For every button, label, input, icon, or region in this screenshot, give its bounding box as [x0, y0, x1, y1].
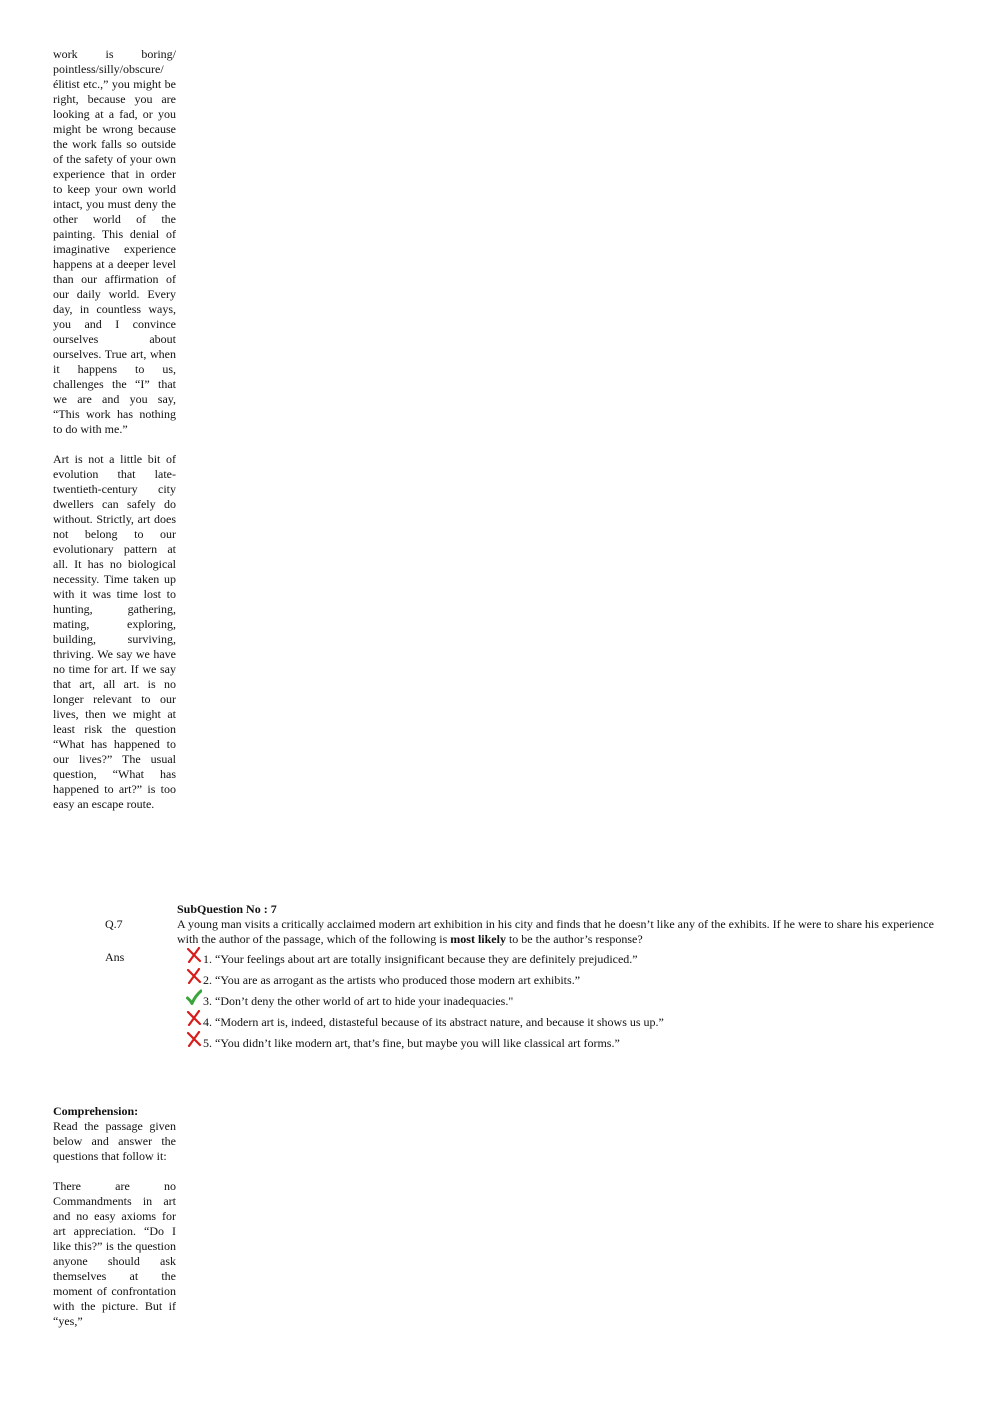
answer-option: [186, 1009, 664, 1030]
option-text: 5. “You didn’t like modern art, that’s fine, but maybe you will like classical art forms.”: [203, 1036, 620, 1050]
question-text-part: to be the author’s response?: [505, 932, 643, 946]
comprehension-heading: Comprehension:: [53, 1104, 139, 1118]
passage-paragraph: There are no Commandments in art and no easy axioms for art appreciation. “Do I like this?” is the question anyone should ask themselves at the moment of confrontation with the picture. But if “yes,”: [53, 1179, 176, 1328]
question-text-emphasis: most likely: [450, 932, 506, 946]
passage-paragraph: Art is not a little bit of evolution that late-twentieth-century city dwellers can safely do without. Strictly, art does not belong to our evolutionary pattern at all. It has no biological necessity. Time taken up with it was time lost to hunting, gathering, mating, exploring, building, surviving, thriving. We say we have no time for art. If we say that art, all art. is no longer relevant to our lives, then we might at least risk the question “What has happened to our lives?” The usual question, “What has happened to art?” is too easy an escape route.: [53, 452, 176, 811]
passage-column-top: [53, 47, 176, 812]
check-icon: [186, 989, 202, 1005]
question-text-part: A young man visits a critically acclaimed modern art exhibition in his city and finds that he doesn’t like any of the exhibits. If he were to share his experience with the author of the passage, which of the following is: [177, 917, 934, 946]
option-text: 1. “Your feelings about art are totally insignificant because they are definitely prejudiced.”: [203, 952, 638, 966]
answer-option: [186, 967, 664, 988]
option-text: 3. “Don’t deny the other world of art to hide your inadequacies.": [203, 994, 514, 1008]
cross-icon: [186, 1031, 202, 1047]
comprehension-instruction: Read the passage given below and answer the questions that follow it:: [53, 1119, 176, 1163]
comprehension-intro: [53, 1104, 176, 1164]
passage-paragraph: work is boring/ pointless/silly/obscure/ élitist etc.,” you might be right, because you are looking at a fad, or you might be wrong because the work falls so outside of the safety of your own experience that in order to keep your own world intact, you must deny the other world of the painting. This denial of imaginative experience happens at a deeper level than our affirmation of our daily world. Every day, in countless ways, you and I convince ourselves about ourselves. True art, when it happens to us, challenges the “I” that we are and you say, “This work has nothing to do with me.”: [53, 47, 176, 436]
answer-option: [186, 1030, 664, 1051]
answer-option: [186, 988, 664, 1009]
cross-icon: [186, 1010, 202, 1026]
answer-label: Ans: [105, 950, 125, 964]
question-text: [177, 917, 947, 947]
passage-column-bottom: [53, 1104, 176, 1329]
answer-options: [186, 946, 664, 1051]
question-number: Q.7: [105, 917, 123, 931]
option-text: 2. “You are as arrogant as the artists who produced those modern art exhibits.”: [203, 973, 581, 987]
subquestion-title: SubQuestion No : 7: [177, 902, 277, 916]
answer-option: [186, 946, 664, 967]
cross-icon: [186, 968, 202, 984]
cross-icon: [186, 947, 202, 963]
option-text: 4. “Modern art is, indeed, distasteful because of its abstract nature, and because it shows us up.”: [203, 1015, 664, 1029]
